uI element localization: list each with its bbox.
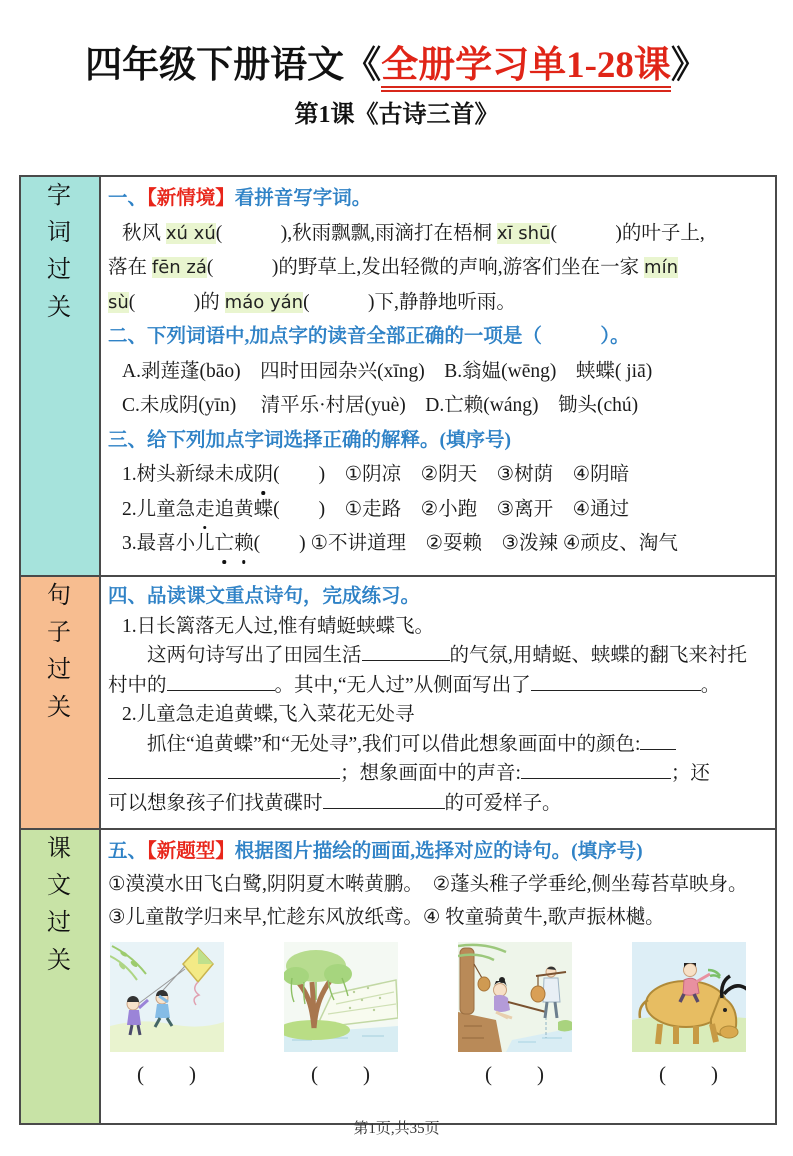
answer-blank[interactable]: [323, 789, 445, 809]
sentences-section-lines: [108, 582, 770, 818]
answer-slot[interactable]: ( ): [485, 1062, 545, 1086]
table-row: [20, 576, 776, 829]
child-fishing-illustration: [458, 942, 572, 1052]
answer-slot[interactable]: ( ): [137, 1062, 197, 1086]
row-label-text: 课文过关: [20, 829, 100, 1124]
text-line: 2.儿童急走追黄蝶,飞入菜花无处寻: [122, 704, 415, 725]
text-line: 可以想象孩子们找黄碟时 的可爱样子。: [108, 789, 770, 819]
words-section-lines: [108, 182, 770, 562]
title-prefix: 四年级下册语文《: [85, 45, 382, 86]
text-line: 这两句诗写出了田园生活 的气氛,用蜻蜓、蛱蝶的翻飞来衬托: [108, 641, 770, 671]
answer-blank[interactable]: [521, 759, 671, 779]
table-row: [20, 176, 776, 576]
answer-blank[interactable]: [640, 730, 676, 750]
text-line: 1.树头新绿未成阴( ) ①阴凉 ②阴天 ③树荫 ④阴暗: [108, 458, 770, 493]
page-title: [0, 34, 793, 88]
answer-blank[interactable]: [167, 671, 275, 691]
text-line: ①漠漠水田飞白鹭,阴阴夏木啭黄鹏。 ②蓬头稚子学垂纶,侧坐莓苔草映身。: [108, 874, 748, 895]
row-content-sentences: [100, 576, 776, 829]
answer-blank[interactable]: [108, 759, 340, 779]
row-label-sentences: 句子过关: [20, 576, 100, 829]
emphasized-char: 亡: [215, 527, 235, 562]
worksheet-table: [19, 175, 777, 1125]
emphasized-char: 阴: [254, 458, 274, 493]
lesson-subtitle: 第1课《古诗三首》: [294, 102, 499, 128]
text-line: ；想象画面中的声音: ；还: [108, 759, 770, 789]
text-line: 2.儿童急走追黄蝶( ) ①走路 ②小跑 ③离开 ④通过: [108, 493, 770, 528]
text-line: C.未成阴(yīn) 清平乐·村居(yuè) D.亡赖(wáng) 锄头(chú): [122, 395, 639, 416]
emphasized-char: 走: [195, 493, 215, 528]
row-label-words: 字词过关: [20, 176, 100, 576]
child-riding-ox-illustration: [632, 942, 746, 1052]
answer-slots: [110, 1058, 746, 1088]
answer-blank[interactable]: [362, 641, 450, 661]
text-line: ③儿童散学归来早,忙趁东风放纸鸢。④ 牧童骑黄牛,歌声振林樾。: [108, 907, 665, 928]
answer-blank[interactable]: [531, 671, 701, 691]
willow-and-paddy-field-illustration: [284, 942, 398, 1052]
text-line: 落在 fēn zá( )的野草上,发出轻微的声响,游客们坐在一家 mín: [108, 257, 678, 278]
emphasized-char: 赖: [234, 527, 254, 562]
kids-flying-kite-illustration: [110, 942, 224, 1052]
text-line: sù( )的 máo yán( )下,静静地听雨。: [108, 291, 516, 313]
answer-slot[interactable]: ( ): [659, 1062, 719, 1086]
table-row: [20, 829, 776, 1124]
text-line: 三、给下列加点字词选择正确的解释。(填序号): [108, 429, 511, 451]
row-content-words: [100, 176, 776, 576]
text-line: 秋风 xú xú( ),秋雨飘飘,雨滴打在梧桐 xī shū( )的叶子上,: [122, 222, 705, 244]
text-line: 村中的 。其中,“无人过”从侧面写出了 。: [108, 671, 770, 701]
text-line: A.剥莲蓬(bāo) 四时田园杂兴(xīng) B.翁媪(wēng) 蛱蝶( jiā): [122, 360, 653, 382]
text-line: 二、下列词语中,加点字的读音全部正确的一项是（ ）。: [108, 326, 630, 347]
text-line: 抓住“追黄蝶”和“无处寻”,我们可以借此想象画面中的颜色:: [108, 730, 770, 760]
poem-illustrations: [110, 942, 746, 1052]
answer-slot[interactable]: ( ): [311, 1062, 371, 1086]
title-suffix: 》: [670, 45, 708, 86]
text-line: 3.最喜小儿亡赖( ) ①不讲道理 ②耍赖 ③泼辣 ④顽皮、淘气: [108, 527, 770, 562]
text-line: 1.日长篱落无人过,惟有蜻蜓蛱蝶飞。: [122, 615, 435, 637]
title-highlight: 全册学习单1-28课: [381, 45, 671, 92]
text-line: 一、【新情境】看拼音写字词。: [108, 188, 372, 209]
text-line: 五、【新题型】根据图片描绘的画面,选择对应的诗句。(填序号): [108, 841, 643, 862]
row-content-text: [100, 829, 776, 1124]
text-section-lines: [108, 835, 770, 934]
text-line: 四、品读课文重点诗句，完成练习。: [108, 586, 421, 607]
page-footer: 第1页,共35页: [353, 1121, 440, 1137]
